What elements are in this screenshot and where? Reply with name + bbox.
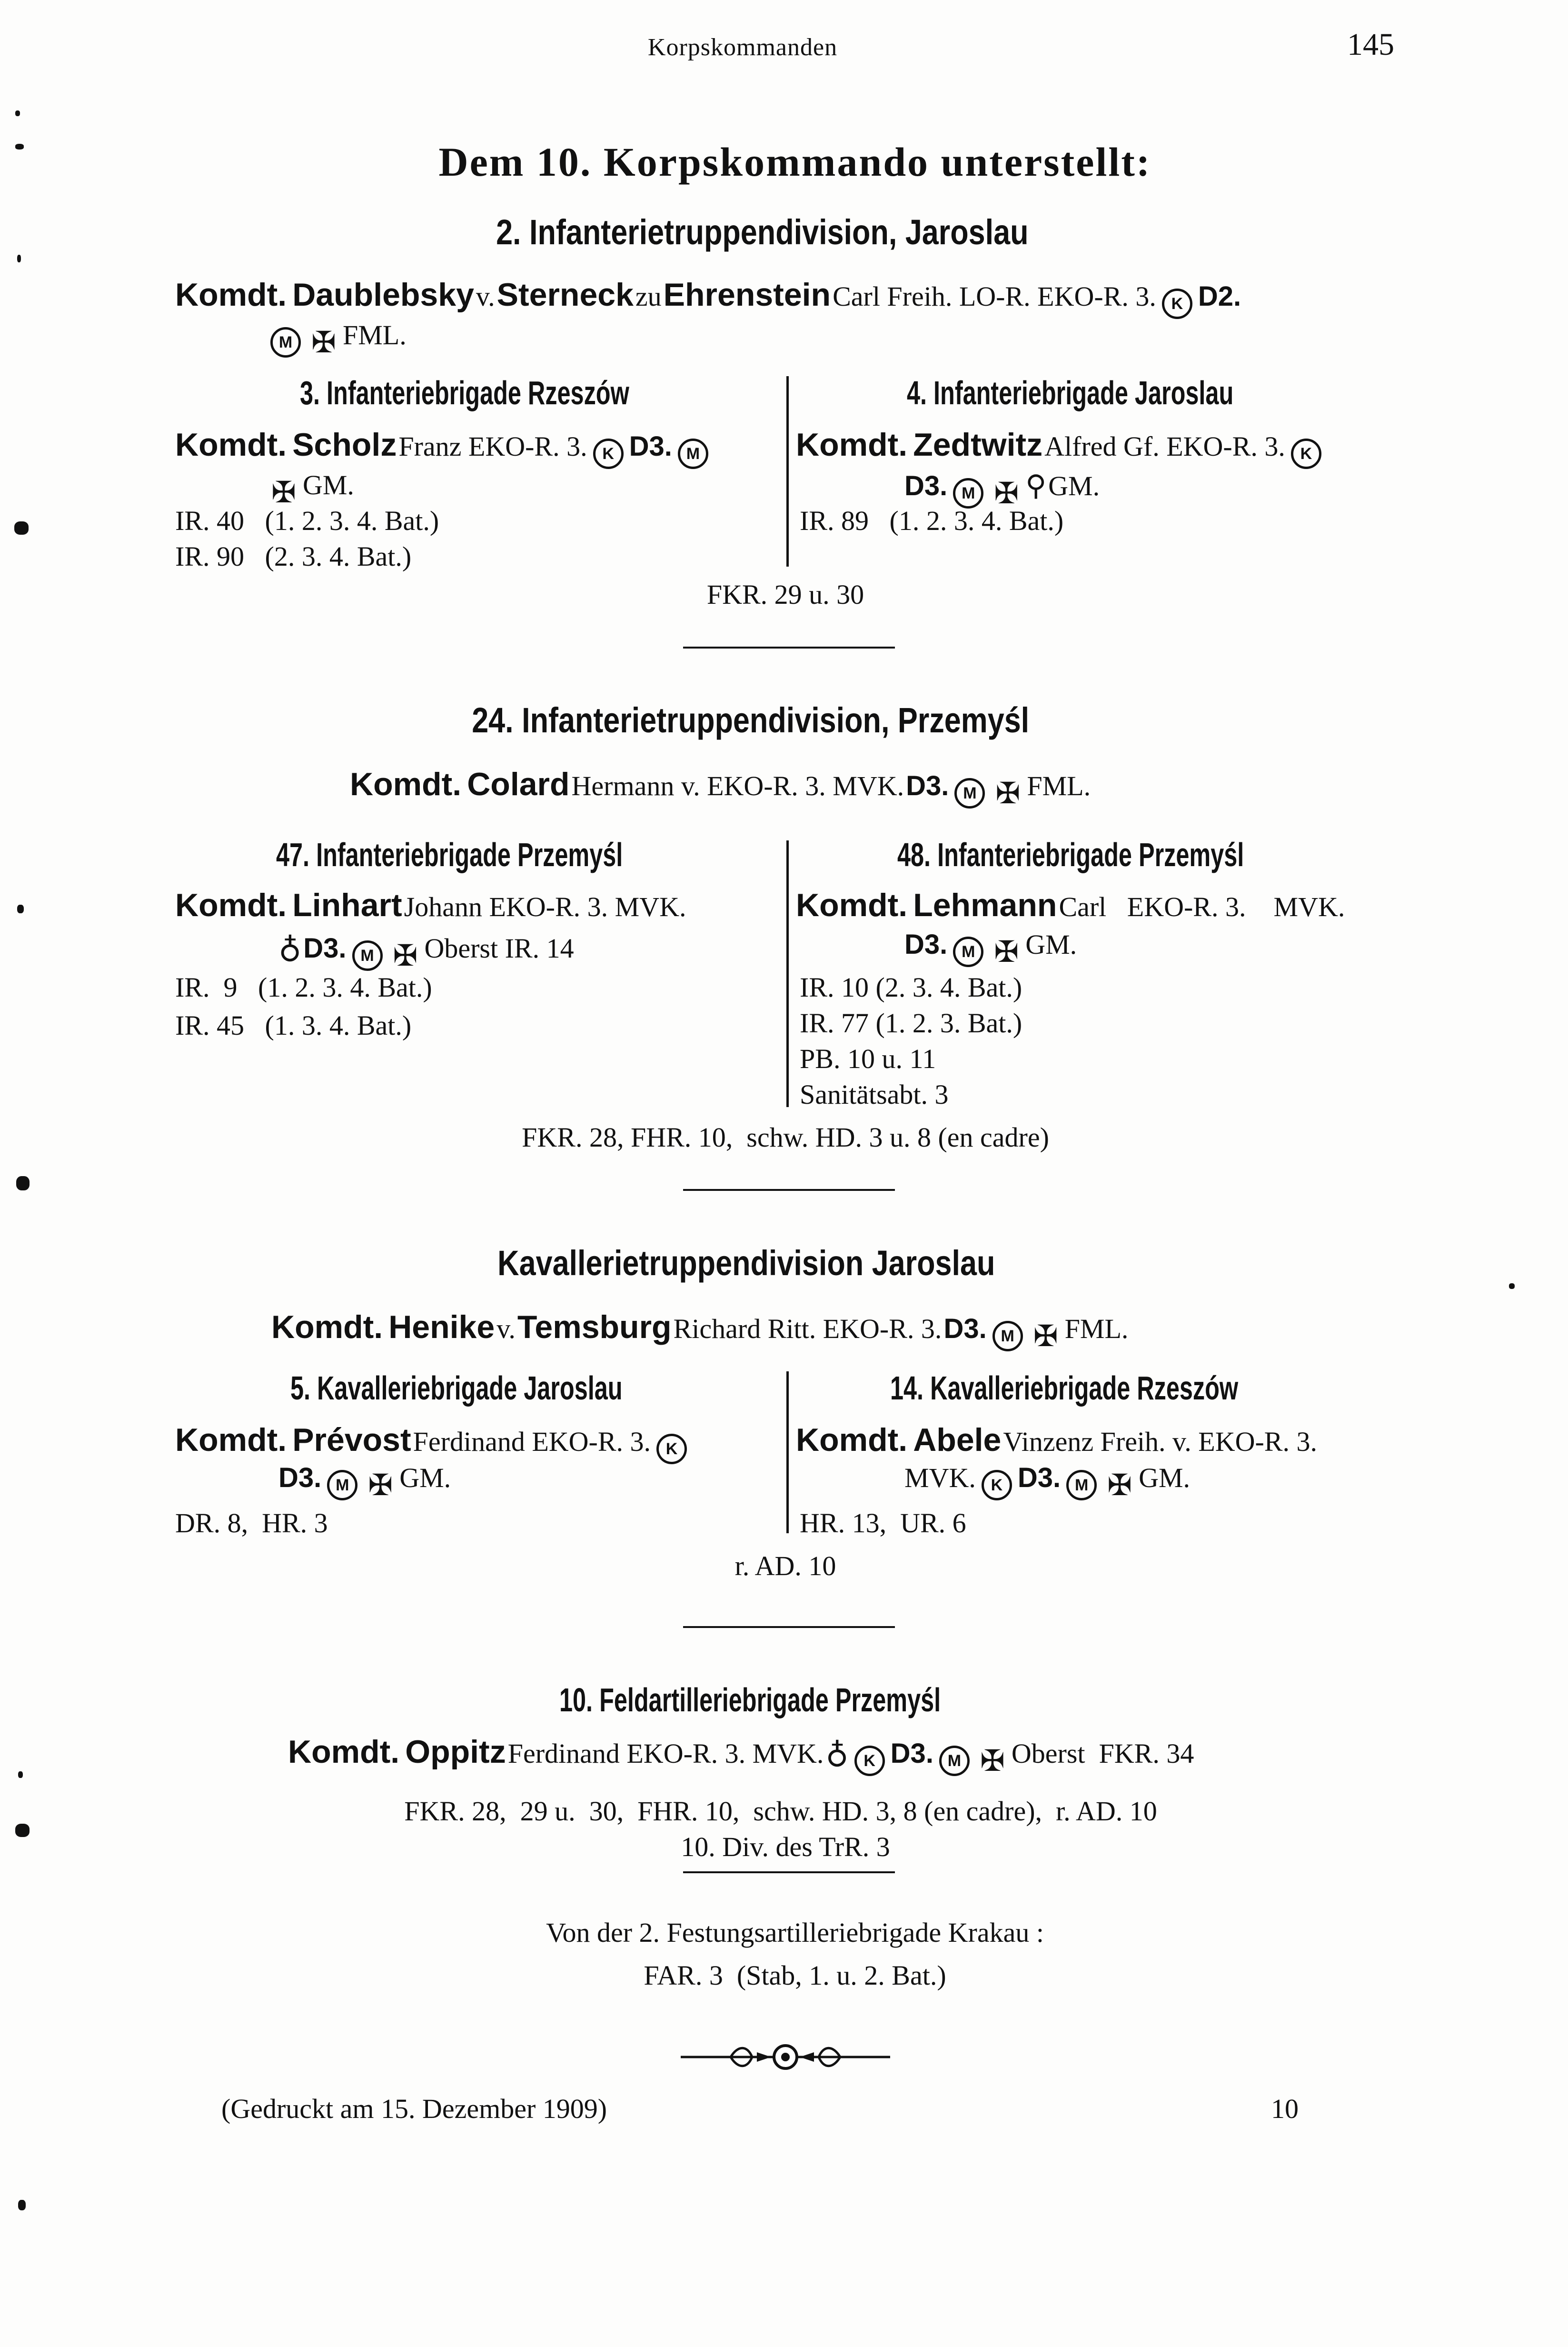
kav14-title: 14. Kavalleriebrigade Rzeszów (890, 1369, 1239, 1407)
scan-speck (1509, 1283, 1515, 1289)
commander-name: Daublebsky (292, 277, 474, 313)
running-title: Korpskommanden (647, 34, 838, 61)
section-divider (683, 647, 895, 649)
kav14-commander-line2: MVK. K D3. M ✠ GM. (904, 1462, 1191, 1502)
m-decoration-icon: M (352, 940, 383, 971)
feldart-units: FKR. 28, 29 u. 30, FHR. 10, schw. HD. 3, 8 (en cadre), r. AD. 10 (404, 1796, 1157, 1827)
section-divider (683, 1871, 895, 1873)
medal-icon: ♁ (278, 930, 302, 965)
brig3-rank: ✠ GM. (271, 469, 354, 509)
div24-commander: Komdt. Colard Hermann v. EKO-R. 3. MVK. D3. M ✠ FML. (350, 766, 1091, 810)
kav-footer: r. AD. 10 (734, 1550, 836, 1581)
div2-title: 2. Infanterietruppendivision, Jaroslau (496, 212, 1029, 252)
m-decoration-icon: M (939, 1746, 970, 1776)
cross-icon: ✠ (1107, 1469, 1132, 1502)
kav14-unit: HR. 13, UR. 6 (800, 1508, 966, 1538)
k-decoration-icon: K (854, 1746, 885, 1776)
brig47-commander: Komdt. Linhart Johann EKO-R. 3. MVK. (175, 887, 686, 923)
main-title: Dem 10. Korpskommando unterstellt: (438, 139, 1151, 185)
festung-line2: FAR. 3 (Stab, 1. u. 2. Bat.) (644, 1960, 946, 1991)
k-decoration-icon: K (1291, 439, 1321, 469)
scan-speck (16, 1176, 30, 1190)
m-decoration-icon: M (1066, 1470, 1097, 1500)
div2-commander-line2: M ✠ FML. (267, 319, 407, 360)
section-divider (683, 1626, 895, 1628)
cross-icon: ✠ (994, 936, 1019, 969)
k-decoration-icon: K (656, 1434, 687, 1464)
m-decoration-icon: M (270, 327, 301, 358)
scan-speck (15, 1824, 30, 1837)
brig3-title: 3. Infanteriebrigade Rzeszów (300, 374, 629, 411)
scan-speck (17, 255, 21, 262)
div24-title: 24. Infanterietruppendivision, Przemyśl (472, 700, 1030, 740)
scan-speck (15, 110, 20, 116)
m-decoration-icon: M (953, 937, 983, 967)
scan-speck (18, 1771, 23, 1778)
cross-icon: ✠ (368, 1469, 393, 1502)
m-decoration-icon: M (954, 778, 985, 809)
m-decoration-icon: M (992, 1321, 1023, 1351)
kav-title: Kavallerietruppendivision Jaroslau (497, 1243, 995, 1283)
cross-icon: ✠ (994, 478, 1019, 510)
feldart-commander: Komdt. Oppitz Ferdinand EKO-R. 3. MVK. ♁ K D3. M ✠ Oberst FKR. 34 (288, 1734, 1194, 1778)
feldart-title: 10. Feldartilleriebrigade Przemyśl (559, 1681, 941, 1718)
k-decoration-icon: K (593, 439, 624, 469)
brig3-commander: Komdt. Scholz Franz EKO-R. 3. K D3. M (175, 426, 712, 469)
scan-speck (14, 521, 29, 535)
brig47-unit: IR. 9 (1. 2. 3. 4. Bat.) (175, 972, 432, 1003)
page-number: 145 (1347, 27, 1394, 62)
brig4-commander-line2: D3. M ✠ ⚲ GM. (904, 470, 1100, 510)
kav5-unit: DR. 8, HR. 3 (175, 1508, 328, 1538)
scan-speck (18, 2200, 26, 2210)
section-divider (683, 1189, 895, 1191)
k-decoration-icon: K (1162, 289, 1192, 319)
pendant-icon: ⚲ (1025, 470, 1047, 501)
feldart-div: 10. Div. des TrR. 3 (681, 1831, 890, 1862)
div24-footer: FKR. 28, FHR. 10, schw. HD. 3 u. 8 (en cadre) (522, 1122, 1049, 1153)
kav-commander: Komdt. Henike v. Temsburg Richard Ritt. EKO-R. 3. D3. M ✠ FML. (271, 1309, 1129, 1353)
kav5-commander: Komdt. Prévost Ferdinand EKO-R. 3. K (175, 1421, 691, 1464)
brig47-unit: IR. 45 (1. 3. 4. Bat.) (175, 1010, 412, 1041)
kav14-commander: Komdt. Abele Vinzenz Freih. v. EKO-R. 3. (796, 1422, 1317, 1458)
column-divider (786, 376, 789, 567)
brig47-commander-line2: ♁ D3. M ✠ Oberst IR. 14 (278, 930, 574, 973)
printed-date: (Gedruckt am 15. Dezember 1909) (221, 2093, 607, 2124)
column-divider (786, 1371, 789, 1533)
scan-speck (15, 144, 24, 150)
ornament-divider (681, 2036, 890, 2078)
div2-footer: FKR. 29 u. 30 (706, 579, 864, 610)
div2-commander: Komdt. Daublebsky v. Sterneck zu Ehrenstein Carl Freih. LO-R. EKO-R. 3. K D2. (175, 276, 1241, 319)
brig48-title: 48. Infanteriebrigade Przemyśl (897, 836, 1244, 873)
signature-number: 10 (1271, 2093, 1299, 2124)
cross-icon: ✠ (271, 477, 296, 509)
brig4-title: 4. Infanteriebrigade Jaroslau (907, 374, 1234, 411)
cross-icon: ✠ (995, 778, 1021, 810)
kav5-commander-line2: D3. M ✠ GM. (278, 1462, 451, 1502)
column-divider (786, 840, 789, 1107)
m-decoration-icon: M (953, 478, 983, 509)
brig48-unit: Sanitätsabt. 3 (800, 1079, 949, 1110)
brig47-title: 47. Infanteriebrigade Przemyśl (276, 836, 623, 873)
brig48-unit: IR. 77 (1. 2. 3. Bat.) (800, 1008, 1022, 1039)
brig4-unit: IR. 89 (1. 2. 3. 4. Bat.) (800, 505, 1064, 536)
k-decoration-icon: K (982, 1470, 1012, 1500)
kav5-title: 5. Kavalleriebrigade Jaroslau (290, 1369, 623, 1407)
medal-icon: ♁ (825, 1735, 849, 1770)
brig3-unit: IR. 90 (2. 3. 4. Bat.) (175, 541, 412, 572)
cross-icon: ✠ (311, 327, 336, 360)
m-decoration-icon: M (327, 1470, 357, 1500)
brig3-unit: IR. 40 (1. 2. 3. 4. Bat.) (175, 505, 439, 536)
brig48-unit: IR. 10 (2. 3. 4. Bat.) (800, 972, 1022, 1003)
brig48-unit: PB. 10 u. 11 (800, 1043, 936, 1074)
festung-line1: Von der 2. Festungsartilleriebrigade Krakau : (546, 1917, 1044, 1948)
brig48-commander: Komdt. Lehmann Carl EKO-R. 3. MVK. (796, 887, 1345, 923)
cross-icon: ✠ (980, 1745, 1005, 1778)
brig4-commander: Komdt. Zedtwitz Alfred Gf. EKO-R. 3. K (796, 426, 1325, 469)
cross-icon: ✠ (1033, 1320, 1058, 1353)
m-decoration-icon: M (678, 439, 708, 469)
cross-icon: ✠ (393, 940, 418, 973)
scan-speck (17, 905, 24, 913)
brig48-commander-line2: D3. M ✠ GM. (904, 929, 1077, 969)
